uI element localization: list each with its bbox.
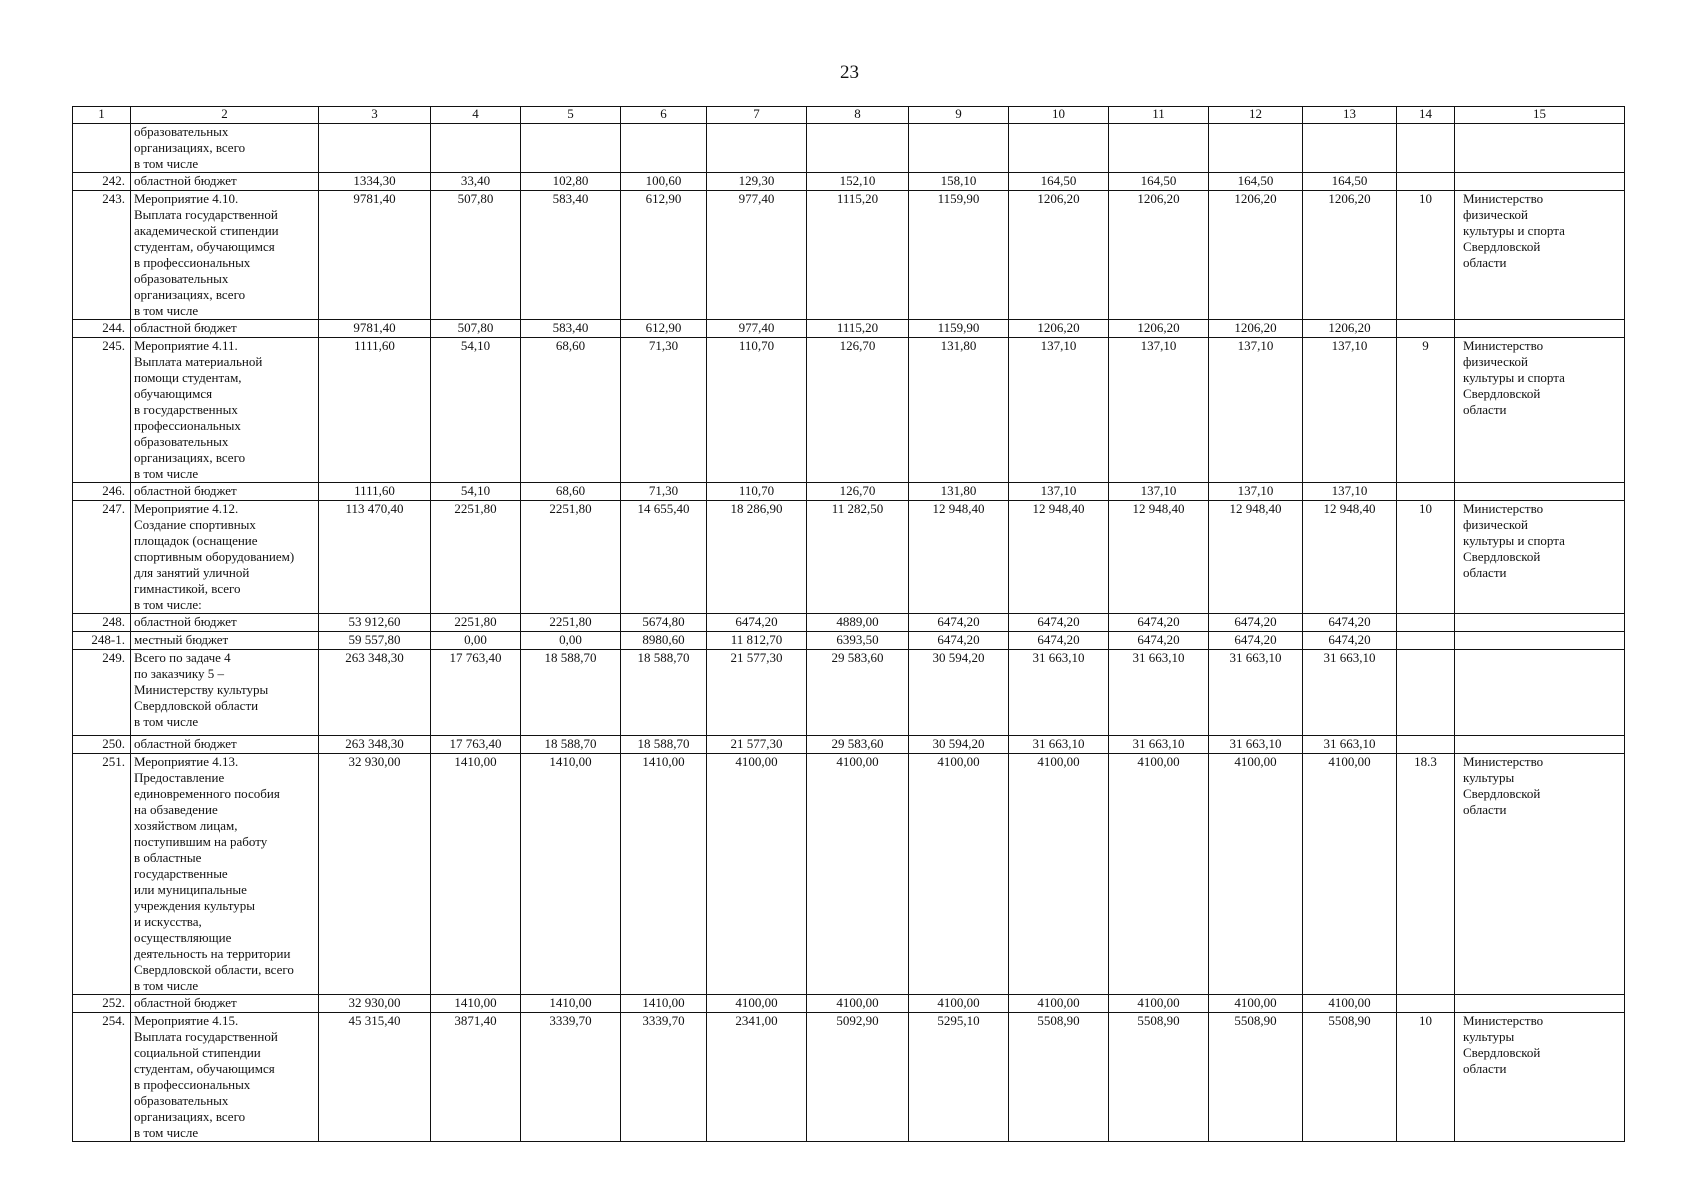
amount-cell: 129,30: [707, 173, 807, 191]
amount-cell: 5508,90: [1209, 1013, 1303, 1142]
header-row: [73, 107, 1625, 124]
amount-cell: 54,10: [431, 338, 521, 483]
row-description: Мероприятие 4.10. Выплата государственной академической стипендии студентам, обучающимся в профессиональных образовательных организациях, всего в том числе: [131, 191, 319, 320]
amount-cell: 33,40: [431, 173, 521, 191]
amount-cell: 263 348,30: [319, 736, 431, 754]
target-indicator-ref: [1397, 650, 1455, 736]
amount-cell: [319, 124, 431, 173]
amount-cell: [909, 124, 1009, 173]
target-indicator-ref: [1397, 614, 1455, 632]
responsible-executor: [1455, 736, 1625, 754]
responsible-executor: Министерство физической культуры и спорта Свердловской области: [1455, 338, 1625, 483]
amount-cell: 1206,20: [1109, 320, 1209, 338]
amount-cell: 2251,80: [431, 614, 521, 632]
target-indicator-ref: 10: [1397, 501, 1455, 614]
responsible-executor: [1455, 483, 1625, 501]
page-number: 23: [840, 62, 859, 83]
amount-cell: 137,10: [1209, 483, 1303, 501]
table-row: [73, 124, 1625, 173]
row-description: образовательных организациях, всего в том числе: [131, 124, 319, 173]
responsible-executor: [1455, 614, 1625, 632]
amount-cell: 8980,60: [621, 632, 707, 650]
amount-cell: 68,60: [521, 483, 621, 501]
table-row: [73, 632, 1625, 650]
amount-cell: 4100,00: [1009, 754, 1109, 995]
amount-cell: 6474,20: [1109, 632, 1209, 650]
table-row: [73, 614, 1625, 632]
amount-cell: 4100,00: [1109, 995, 1209, 1013]
target-indicator-ref: [1397, 483, 1455, 501]
amount-cell: 31 663,10: [1109, 736, 1209, 754]
header-cell: 4: [431, 107, 521, 124]
header-cell: 6: [621, 107, 707, 124]
amount-cell: 17 763,40: [431, 736, 521, 754]
table-row: [73, 501, 1625, 614]
amount-cell: 18 286,90: [707, 501, 807, 614]
amount-cell: 158,10: [909, 173, 1009, 191]
amount-cell: 1111,60: [319, 338, 431, 483]
amount-cell: 6474,20: [1303, 614, 1397, 632]
amount-cell: 100,60: [621, 173, 707, 191]
amount-cell: 9781,40: [319, 320, 431, 338]
table-row: [73, 191, 1625, 320]
row-number: 250.: [73, 736, 131, 754]
row-number: 251.: [73, 754, 131, 995]
amount-cell: 1410,00: [621, 995, 707, 1013]
amount-cell: [621, 124, 707, 173]
amount-cell: 12 948,40: [1009, 501, 1109, 614]
amount-cell: 1159,90: [909, 320, 1009, 338]
amount-cell: 1206,20: [1209, 320, 1303, 338]
amount-cell: 1206,20: [1303, 191, 1397, 320]
amount-cell: 59 557,80: [319, 632, 431, 650]
amount-cell: 18 588,70: [521, 650, 621, 736]
amount-cell: 32 930,00: [319, 995, 431, 1013]
amount-cell: 12 948,40: [1109, 501, 1209, 614]
table-row: [73, 483, 1625, 501]
amount-cell: 4889,00: [807, 614, 909, 632]
amount-cell: 1115,20: [807, 320, 909, 338]
amount-cell: 1334,30: [319, 173, 431, 191]
amount-cell: 31 663,10: [1209, 650, 1303, 736]
responsible-executor: [1455, 650, 1625, 736]
table-row: [73, 754, 1625, 995]
amount-cell: 68,60: [521, 338, 621, 483]
amount-cell: 583,40: [521, 320, 621, 338]
amount-cell: 6474,20: [1209, 614, 1303, 632]
header-cell: 5: [521, 107, 621, 124]
row-description: Мероприятие 4.15. Выплата государственной социальной стипендии студентам, обучающимся в профессиональных образовательных организациях, всего в том числе: [131, 1013, 319, 1142]
amount-cell: 30 594,20: [909, 736, 1009, 754]
table-row: [73, 320, 1625, 338]
amount-cell: 4100,00: [1209, 754, 1303, 995]
table-row: [73, 338, 1625, 483]
target-indicator-ref: [1397, 995, 1455, 1013]
target-indicator-ref: 10: [1397, 1013, 1455, 1142]
row-description: областной бюджет: [131, 483, 319, 501]
table-row: [73, 173, 1625, 191]
amount-cell: 1206,20: [1009, 320, 1109, 338]
target-indicator-ref: [1397, 124, 1455, 173]
amount-cell: 53 912,60: [319, 614, 431, 632]
responsible-executor: [1455, 632, 1625, 650]
amount-cell: 137,10: [1303, 338, 1397, 483]
row-number: [73, 124, 131, 173]
amount-cell: 1206,20: [1109, 191, 1209, 320]
amount-cell: 4100,00: [1303, 995, 1397, 1013]
header-cell: 13: [1303, 107, 1397, 124]
row-description: областной бюджет: [131, 614, 319, 632]
amount-cell: 2251,80: [521, 501, 621, 614]
amount-cell: 1410,00: [521, 995, 621, 1013]
amount-cell: [521, 124, 621, 173]
row-number: 254.: [73, 1013, 131, 1142]
amount-cell: 18 588,70: [621, 650, 707, 736]
amount-cell: 0,00: [521, 632, 621, 650]
amount-cell: 507,80: [431, 191, 521, 320]
amount-cell: 1206,20: [1303, 320, 1397, 338]
amount-cell: 1159,90: [909, 191, 1009, 320]
amount-cell: 4100,00: [909, 995, 1009, 1013]
amount-cell: 1111,60: [319, 483, 431, 501]
amount-cell: 2251,80: [521, 614, 621, 632]
amount-cell: 1206,20: [1009, 191, 1109, 320]
row-description: Мероприятие 4.13. Предоставление единовременного пособия на обзаведение хозяйством лицам, поступившим на работу в областные государственные или муниципальные учреждения культуры и искусства, осуществляющие деятельность на территории Свердловской области, всего в том числе: [131, 754, 319, 995]
amount-cell: 131,80: [909, 483, 1009, 501]
amount-cell: 4100,00: [1303, 754, 1397, 995]
amount-cell: 31 663,10: [1009, 736, 1109, 754]
amount-cell: 1206,20: [1209, 191, 1303, 320]
row-description: Мероприятие 4.11. Выплата материальной помощи студентам, обучающимся в государственных профессиональных образовательных организациях, всего в том числе: [131, 338, 319, 483]
responsible-executor: Министерство физической культуры и спорта Свердловской области: [1455, 501, 1625, 614]
amount-cell: [1303, 124, 1397, 173]
amount-cell: 164,50: [1303, 173, 1397, 191]
amount-cell: 612,90: [621, 191, 707, 320]
header-cell: 15: [1455, 107, 1625, 124]
amount-cell: 1410,00: [431, 754, 521, 995]
row-description: местный бюджет: [131, 632, 319, 650]
target-indicator-ref: 9: [1397, 338, 1455, 483]
amount-cell: 5092,90: [807, 1013, 909, 1142]
target-indicator-ref: [1397, 736, 1455, 754]
row-number: 249.: [73, 650, 131, 736]
amount-cell: 977,40: [707, 320, 807, 338]
amount-cell: 18 588,70: [521, 736, 621, 754]
header-cell: 1: [73, 107, 131, 124]
amount-cell: 4100,00: [807, 995, 909, 1013]
target-indicator-ref: [1397, 632, 1455, 650]
amount-cell: 3871,40: [431, 1013, 521, 1142]
amount-cell: 6393,50: [807, 632, 909, 650]
amount-cell: 12 948,40: [1303, 501, 1397, 614]
amount-cell: [807, 124, 909, 173]
row-number: 243.: [73, 191, 131, 320]
amount-cell: 31 663,10: [1209, 736, 1303, 754]
amount-cell: 137,10: [1009, 483, 1109, 501]
amount-cell: 4100,00: [1109, 754, 1209, 995]
amount-cell: 0,00: [431, 632, 521, 650]
header-cell: 14: [1397, 107, 1455, 124]
row-description: областной бюджет: [131, 736, 319, 754]
table-row: [73, 995, 1625, 1013]
amount-cell: 12 948,40: [1209, 501, 1303, 614]
target-indicator-ref: [1397, 173, 1455, 191]
amount-cell: 31 663,10: [1303, 736, 1397, 754]
amount-cell: 6474,20: [1109, 614, 1209, 632]
amount-cell: 3339,70: [521, 1013, 621, 1142]
row-description: Мероприятие 4.12. Создание спортивных площадок (оснащение спортивным оборудованием) для занятий уличной гимнастикой, всего в том числе:: [131, 501, 319, 614]
amount-cell: 6474,20: [1303, 632, 1397, 650]
amount-cell: 164,50: [1109, 173, 1209, 191]
responsible-executor: [1455, 320, 1625, 338]
amount-cell: 9781,40: [319, 191, 431, 320]
amount-cell: [707, 124, 807, 173]
amount-cell: [1009, 124, 1109, 173]
responsible-executor: Министерство культуры Свердловской области: [1455, 754, 1625, 995]
amount-cell: 2251,80: [431, 501, 521, 614]
header-cell: 7: [707, 107, 807, 124]
amount-cell: 507,80: [431, 320, 521, 338]
amount-cell: 21 577,30: [707, 650, 807, 736]
amount-cell: 30 594,20: [909, 650, 1009, 736]
amount-cell: 152,10: [807, 173, 909, 191]
amount-cell: 3339,70: [621, 1013, 707, 1142]
table-row: [73, 1013, 1625, 1142]
responsible-executor: [1455, 173, 1625, 191]
amount-cell: 29 583,60: [807, 650, 909, 736]
row-number: 248-1.: [73, 632, 131, 650]
amount-cell: 1115,20: [807, 191, 909, 320]
amount-cell: 11 282,50: [807, 501, 909, 614]
amount-cell: 18 588,70: [621, 736, 707, 754]
amount-cell: 1410,00: [621, 754, 707, 995]
header-cell: 2: [131, 107, 319, 124]
header-cell: 10: [1009, 107, 1109, 124]
amount-cell: 31 663,10: [1303, 650, 1397, 736]
amount-cell: 263 348,30: [319, 650, 431, 736]
row-description: областной бюджет: [131, 995, 319, 1013]
amount-cell: 71,30: [621, 338, 707, 483]
amount-cell: 110,70: [707, 483, 807, 501]
target-indicator-ref: 10: [1397, 191, 1455, 320]
amount-cell: 45 315,40: [319, 1013, 431, 1142]
responsible-executor: Министерство физической культуры и спорта Свердловской области: [1455, 191, 1625, 320]
row-number: 248.: [73, 614, 131, 632]
header-cell: 3: [319, 107, 431, 124]
amount-cell: 110,70: [707, 338, 807, 483]
amount-cell: 6474,20: [909, 614, 1009, 632]
amount-cell: 4100,00: [807, 754, 909, 995]
header-cell: 12: [1209, 107, 1303, 124]
amount-cell: 5674,80: [621, 614, 707, 632]
amount-cell: 54,10: [431, 483, 521, 501]
amount-cell: 1410,00: [431, 995, 521, 1013]
amount-cell: 113 470,40: [319, 501, 431, 614]
amount-cell: 31 663,10: [1109, 650, 1209, 736]
amount-cell: 4100,00: [707, 754, 807, 995]
target-indicator-ref: 18.3: [1397, 754, 1455, 995]
amount-cell: 6474,20: [707, 614, 807, 632]
row-number: 245.: [73, 338, 131, 483]
amount-cell: 5508,90: [1303, 1013, 1397, 1142]
responsible-executor: Министерство культуры Свердловской области: [1455, 1013, 1625, 1142]
amount-cell: 29 583,60: [807, 736, 909, 754]
responsible-executor: [1455, 124, 1625, 173]
amount-cell: 1410,00: [521, 754, 621, 995]
amount-cell: 6474,20: [1209, 632, 1303, 650]
row-number: 246.: [73, 483, 131, 501]
amount-cell: 21 577,30: [707, 736, 807, 754]
amount-cell: 6474,20: [909, 632, 1009, 650]
amount-cell: 137,10: [1109, 338, 1209, 483]
budget-table: [72, 106, 1625, 1142]
table-row: [73, 736, 1625, 754]
amount-cell: 137,10: [1209, 338, 1303, 483]
amount-cell: 137,10: [1303, 483, 1397, 501]
row-number: 247.: [73, 501, 131, 614]
header-cell: 11: [1109, 107, 1209, 124]
amount-cell: 612,90: [621, 320, 707, 338]
amount-cell: 6474,20: [1009, 632, 1109, 650]
amount-cell: 4100,00: [1009, 995, 1109, 1013]
amount-cell: 583,40: [521, 191, 621, 320]
amount-cell: 5295,10: [909, 1013, 1009, 1142]
amount-cell: 131,80: [909, 338, 1009, 483]
amount-cell: [1209, 124, 1303, 173]
amount-cell: 11 812,70: [707, 632, 807, 650]
amount-cell: [431, 124, 521, 173]
row-description: областной бюджет: [131, 173, 319, 191]
amount-cell: 4100,00: [909, 754, 1009, 995]
row-description: областной бюджет: [131, 320, 319, 338]
amount-cell: 126,70: [807, 338, 909, 483]
amount-cell: 14 655,40: [621, 501, 707, 614]
amount-cell: 977,40: [707, 191, 807, 320]
amount-cell: 31 663,10: [1009, 650, 1109, 736]
amount-cell: 137,10: [1109, 483, 1209, 501]
row-description: Всего по задаче 4 по заказчику 5 – Министерству культуры Свердловской области в том числе: [131, 650, 319, 736]
amount-cell: 164,50: [1009, 173, 1109, 191]
amount-cell: 5508,90: [1009, 1013, 1109, 1142]
row-number: 242.: [73, 173, 131, 191]
amount-cell: 2341,00: [707, 1013, 807, 1142]
amount-cell: 102,80: [521, 173, 621, 191]
amount-cell: 71,30: [621, 483, 707, 501]
amount-cell: 164,50: [1209, 173, 1303, 191]
header-cell: 9: [909, 107, 1009, 124]
row-number: 244.: [73, 320, 131, 338]
amount-cell: 5508,90: [1109, 1013, 1209, 1142]
table-row: [73, 650, 1625, 736]
amount-cell: 17 763,40: [431, 650, 521, 736]
row-number: 252.: [73, 995, 131, 1013]
amount-cell: [1109, 124, 1209, 173]
target-indicator-ref: [1397, 320, 1455, 338]
amount-cell: 4100,00: [1209, 995, 1303, 1013]
amount-cell: 12 948,40: [909, 501, 1009, 614]
amount-cell: 4100,00: [707, 995, 807, 1013]
amount-cell: 137,10: [1009, 338, 1109, 483]
responsible-executor: [1455, 995, 1625, 1013]
amount-cell: 126,70: [807, 483, 909, 501]
header-cell: 8: [807, 107, 909, 124]
amount-cell: 32 930,00: [319, 754, 431, 995]
amount-cell: 6474,20: [1009, 614, 1109, 632]
